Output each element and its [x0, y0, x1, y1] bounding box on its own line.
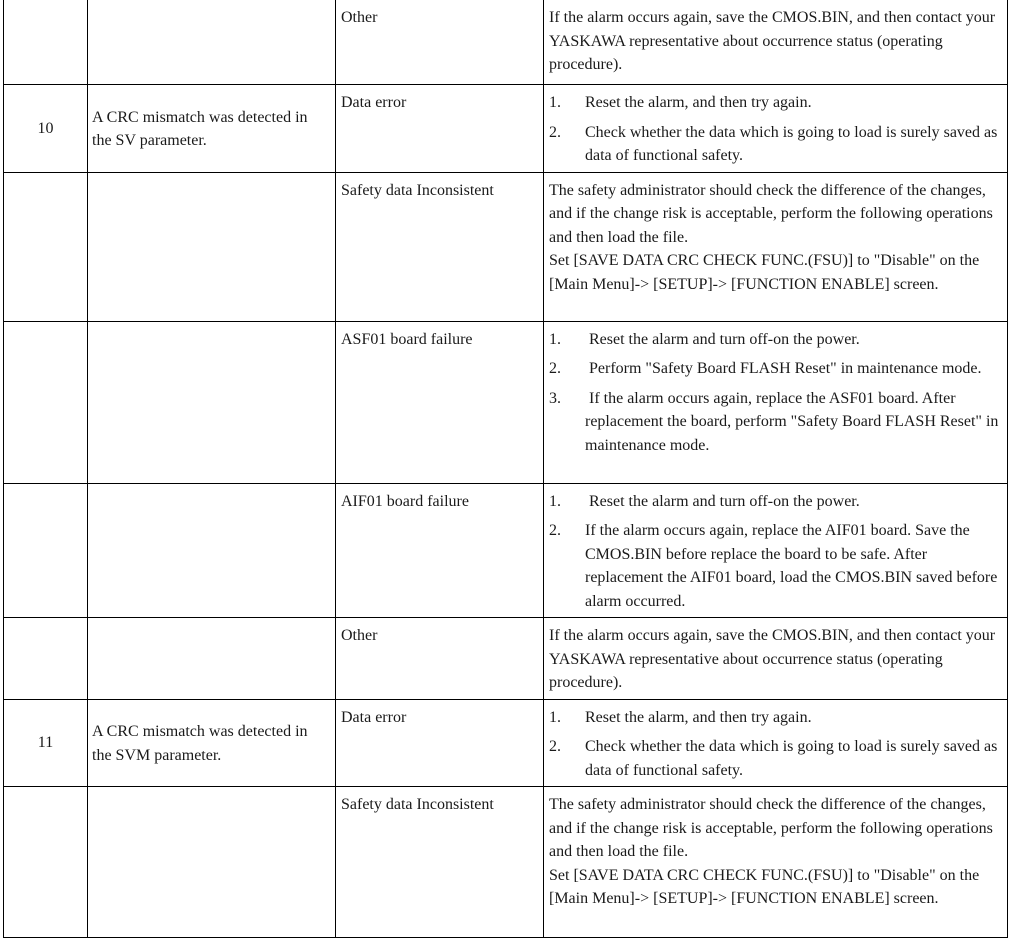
description-cell: A CRC mismatch was detected in the SV parameter. [88, 85, 336, 173]
alarm-number-cell [4, 321, 88, 483]
remedy-text: Set [SAVE DATA CRC CHECK FUNC.(FSU)] to "Disable" on the [Main Menu]-> [SETUP]-> [FUNCTION ENABLE] screen. [549, 252, 980, 293]
remedy-step [549, 706, 1002, 730]
table-row [4, 699, 1008, 787]
remedy-step [549, 735, 1002, 782]
table-body [4, 0, 1008, 938]
remedy-step [549, 490, 1002, 514]
remedy-steps [549, 490, 1002, 614]
remedy-text: The safety administrator should check the difference of the changes, and if the change risk is acceptable, perform the following operations and then load the file. [549, 181, 993, 246]
alarm-number-cell [4, 618, 88, 700]
remedy-steps [549, 91, 1002, 168]
step-number: 1. [549, 492, 561, 510]
remedy-cell [544, 618, 1008, 700]
remedy-step [549, 91, 1002, 115]
step-text: Reset the alarm, and then try again. [585, 94, 812, 111]
step-number: 2. [549, 522, 561, 539]
step-text: Reset the alarm and turn off-on the power. [585, 492, 860, 510]
alarm-remedy-table [3, 0, 1008, 938]
description-cell [88, 172, 336, 321]
table-row [4, 321, 1008, 483]
remedy-steps [549, 328, 1002, 458]
alarm-number-cell: 11 [4, 699, 88, 787]
step-number: 2. [549, 738, 561, 755]
step-text: Perform "Safety Board FLASH Reset" in maintenance mode. [585, 360, 982, 377]
remedy-step [549, 519, 1002, 613]
remedy-step [549, 328, 1002, 352]
alarm-number-cell [4, 483, 88, 618]
table-row [4, 787, 1008, 938]
remedy-step [549, 357, 1002, 381]
cause-cell: Data error [336, 85, 544, 173]
cause-cell: AIF01 board failure [336, 483, 544, 618]
table-row [4, 483, 1008, 618]
alarm-number-cell [4, 172, 88, 321]
table-row [4, 85, 1008, 173]
description-cell [88, 787, 336, 938]
description-cell [88, 618, 336, 700]
remedy-text: If the alarm occurs again, save the CMOS.BIN, and then contact your YASKAWA representative about occurrence status (operating procedure). [549, 9, 996, 73]
step-number: 3. [549, 389, 561, 407]
step-number: 1. [549, 330, 561, 348]
remedy-cell [544, 483, 1008, 618]
cause-cell: Safety data Inconsistent [336, 172, 544, 321]
remedy-cell [544, 321, 1008, 483]
step-number: 2. [549, 123, 561, 141]
step-text: Reset the alarm, and then try again. [585, 708, 812, 726]
description-cell: A CRC mismatch was detected in the SVM parameter. [88, 699, 336, 787]
step-text: Check whether the data which is going to load is surely saved as data of functional safety. [585, 123, 1002, 164]
description-cell [88, 483, 336, 618]
step-number: 1. [549, 94, 561, 111]
remedy-step [549, 121, 1002, 168]
remedy-cell [544, 787, 1008, 938]
cause-cell: ASF01 board failure [336, 321, 544, 483]
remedy-text: Set [SAVE DATA CRC CHECK FUNC.(FSU)] to "Disable" on the [Main Menu]-> [SETUP]-> [FUNCTION ENABLE] screen. [549, 866, 980, 907]
cause-cell: Safety data Inconsistent [336, 787, 544, 938]
remedy-step [549, 387, 1002, 458]
cause-cell: Data error [336, 699, 544, 787]
remedy-cell [544, 699, 1008, 787]
alarm-number-cell [4, 0, 88, 85]
description-cell [88, 0, 336, 85]
remedy-cell [544, 0, 1008, 85]
remedy-steps [549, 706, 1002, 783]
step-number: 2. [549, 360, 561, 377]
step-number: 1. [549, 708, 561, 726]
remedy-cell [544, 85, 1008, 173]
step-text: If the alarm occurs again, replace the AIF01 board. Save the CMOS.BIN before replace the board to be safe. After replacement the AIF01 board, load the CMOS.BIN saved before alarm occurred. [585, 522, 1002, 610]
table-row [4, 618, 1008, 700]
table-row [4, 0, 1008, 85]
remedy-text: The safety administrator should check the difference of the changes, and if the change risk is acceptable, perform the following operations and then load the file. [549, 796, 993, 860]
table-row [4, 172, 1008, 321]
cause-cell: Other [336, 618, 544, 700]
step-text: Reset the alarm and turn off-on the power. [585, 330, 860, 348]
cause-cell: Other [336, 0, 544, 85]
alarm-number-cell: 10 [4, 85, 88, 173]
description-cell [88, 321, 336, 483]
remedy-cell [544, 172, 1008, 321]
remedy-text: If the alarm occurs again, save the CMOS.BIN, and then contact your YASKAWA representative about occurrence status (operating procedure). [549, 627, 996, 691]
alarm-number-cell [4, 787, 88, 938]
step-text: Check whether the data which is going to load is surely saved as data of functional safety. [585, 738, 1002, 779]
step-text: If the alarm occurs again, replace the ASF01 board. After replacement the board, perform "Safety Board FLASH Reset" in maintenance mode. [585, 389, 1003, 454]
